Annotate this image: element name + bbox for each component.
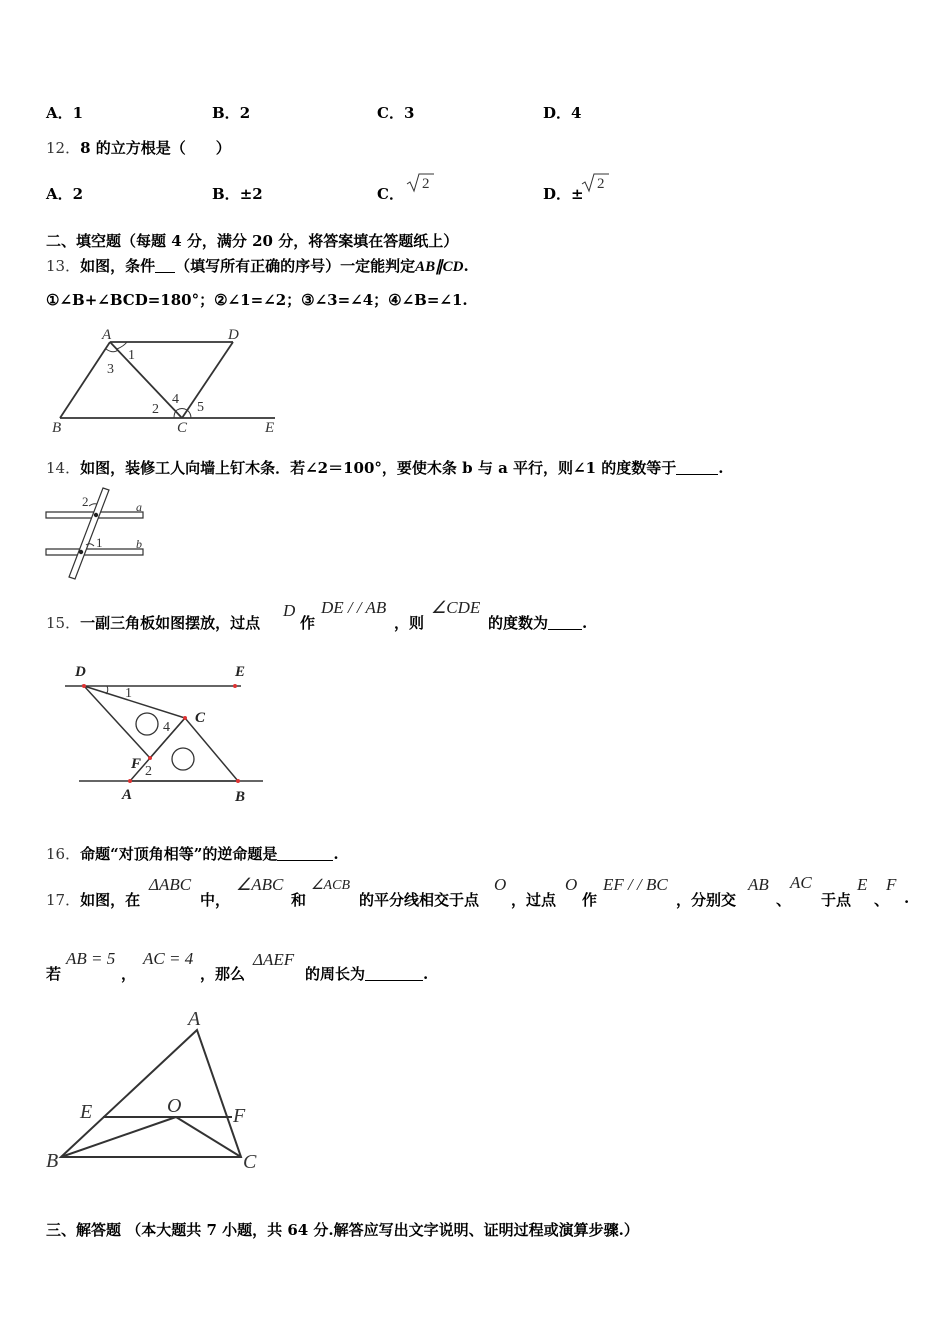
q12-option-a: A．2 (46, 185, 84, 203)
q17-angle-abc: ∠ABC (236, 875, 284, 894)
label-b: b (136, 537, 142, 551)
q12-option-b: B．±2 (212, 185, 263, 203)
q14-figure (40, 484, 155, 584)
segment-bo (61, 1117, 176, 1157)
q12-option-d-sqrt2 (580, 170, 610, 194)
label-angle-2: 2 (82, 494, 89, 509)
label-e: E (265, 420, 275, 436)
q17-text-dun1: 、 (776, 891, 792, 909)
label-angle-2: 2 (152, 402, 159, 417)
q17-text-namo: ，那么 (200, 965, 246, 983)
q15-text-ze: ，则 (394, 614, 425, 632)
label-angle-1: 1 (96, 535, 103, 550)
q17-tail: 的周长为 . (305, 965, 429, 983)
label-angle-2: 2 (145, 764, 152, 779)
q17-angle-acb: ∠ACB (311, 878, 350, 893)
label-angle-4: 4 (172, 392, 179, 407)
q12-option-d: D．± (543, 185, 584, 203)
label-f: F (131, 756, 142, 772)
q17-figure (40, 1002, 270, 1182)
q17-text-zuo: 作 (582, 891, 598, 909)
q11-option-a: A．1 (46, 104, 84, 122)
label-e: E (80, 1101, 93, 1123)
q13-figure (40, 322, 290, 437)
slanted-board (69, 488, 109, 579)
segment-oc (176, 1117, 241, 1157)
label-c: C (243, 1151, 257, 1173)
q17-seg-ac: AC (790, 873, 812, 892)
line-dc (182, 342, 233, 418)
label-f: F (233, 1105, 246, 1127)
label-a: A (122, 787, 133, 803)
label-angle-1: 1 (125, 686, 132, 701)
label-angle-4: 4 (163, 720, 170, 735)
label-angle-3: 3 (107, 362, 114, 377)
label-e: E (235, 664, 246, 680)
label-b: B (46, 1150, 59, 1172)
label-angle-5: 5 (197, 400, 204, 415)
q13-answer-blank (155, 258, 175, 273)
section-3-title: 三、解答题 （本大题共 7 小题，共 64 分.解答应写出文字说明、证明过程或演算步骤.） (46, 1221, 639, 1239)
q17-triangle-abc: ΔABC (149, 875, 192, 894)
label-b: B (52, 420, 62, 436)
q17-eq-ab: AB = 5 (66, 949, 116, 968)
label-a: A (102, 327, 112, 343)
q17-parallel-ef-bc: EF / / BC (603, 875, 668, 894)
q13-stem: 13．如图，条件 （填写所有正确的序号）一定能判定AB∥CD. (46, 257, 469, 275)
q17-text-zhong: 中， (200, 891, 231, 909)
q17-text-ruo: 若 (46, 965, 62, 983)
q17-text-dun2: 、 (874, 891, 890, 909)
q17-answer-blank (365, 966, 423, 981)
q12-option-c-sqrt2 (405, 170, 435, 194)
label-d: D (228, 327, 239, 343)
q17-point-o-1: O (494, 875, 507, 894)
q17-triangle-aef: ΔAEF (253, 950, 295, 969)
section-2-title: 二、填空题（每题 4 分，满分 20 分，将答案填在答题纸上） (46, 232, 459, 250)
q17-stem-start: 17．如图，在 (46, 891, 141, 909)
q11-option-d: D．4 (543, 104, 582, 122)
q17-point-o-2: O (565, 875, 578, 894)
q17-eq-ac: AC = 4 (143, 949, 194, 968)
q15-answer-blank (548, 615, 582, 630)
q11-option-b: B．2 (212, 104, 251, 122)
label-a: a (136, 500, 142, 514)
q17-text-comma: ， (121, 965, 137, 983)
q15-point-d: D (283, 601, 296, 620)
q14-stem: 14．如图，装修工人向墙上钉木条．若∠2＝100°，要使木条 b 与 a 平行，则∠1 的度数等于 . (46, 459, 724, 477)
q12-option-d-radicand: 2 (597, 176, 605, 192)
board-b (46, 549, 143, 555)
q12-option-c: C． (377, 185, 404, 203)
q15-tail: 的度数为 . (488, 614, 588, 632)
q15-figure (55, 656, 275, 806)
q17-text-yudian: 于点 (821, 891, 852, 909)
q17-text-bisector: 的平分线相交于点 (359, 891, 480, 909)
q15-text-zuo: 作 (300, 614, 316, 632)
q13-conditions: ①∠B+∠BCD=180°；②∠1=∠2；③∠3=∠4；④∠B=∠1. (46, 291, 468, 309)
q17-text-period: . (904, 889, 910, 907)
q17-seg-ab: AB (748, 875, 769, 894)
q12-option-c-radicand: 2 (422, 176, 430, 192)
label-d: D (75, 664, 86, 680)
label-angle-1: 1 (128, 348, 135, 363)
q17-text-fenbiejiao: ，分别交 (676, 891, 737, 909)
q15-parallel-de-ab: DE / / AB (321, 598, 387, 617)
q17-point-f: F (886, 875, 897, 894)
triangle-abc (61, 1030, 241, 1157)
q17-point-e: E (857, 875, 868, 894)
line-ab (60, 342, 110, 418)
label-c: C (195, 710, 206, 726)
label-o: O (167, 1095, 182, 1117)
label-a: A (188, 1008, 201, 1030)
label-c: C (177, 420, 188, 436)
q14-answer-blank (676, 460, 718, 475)
q16-stem: 16．命题“对顶角相等”的逆命题是 . (46, 845, 339, 863)
q11-option-c: C．3 (377, 104, 415, 122)
q12-stem: 12．8 的立方根是（ ） (46, 139, 231, 157)
label-b: B (235, 789, 246, 805)
q15-stem: 15．一副三角板如图摆放，过点 (46, 614, 261, 632)
q17-text-he: 和 (291, 891, 307, 909)
q15-angle-cde: ∠CDE (431, 598, 481, 617)
q16-answer-blank (277, 846, 333, 861)
q17-text-guodian: ，过点 (511, 891, 557, 909)
